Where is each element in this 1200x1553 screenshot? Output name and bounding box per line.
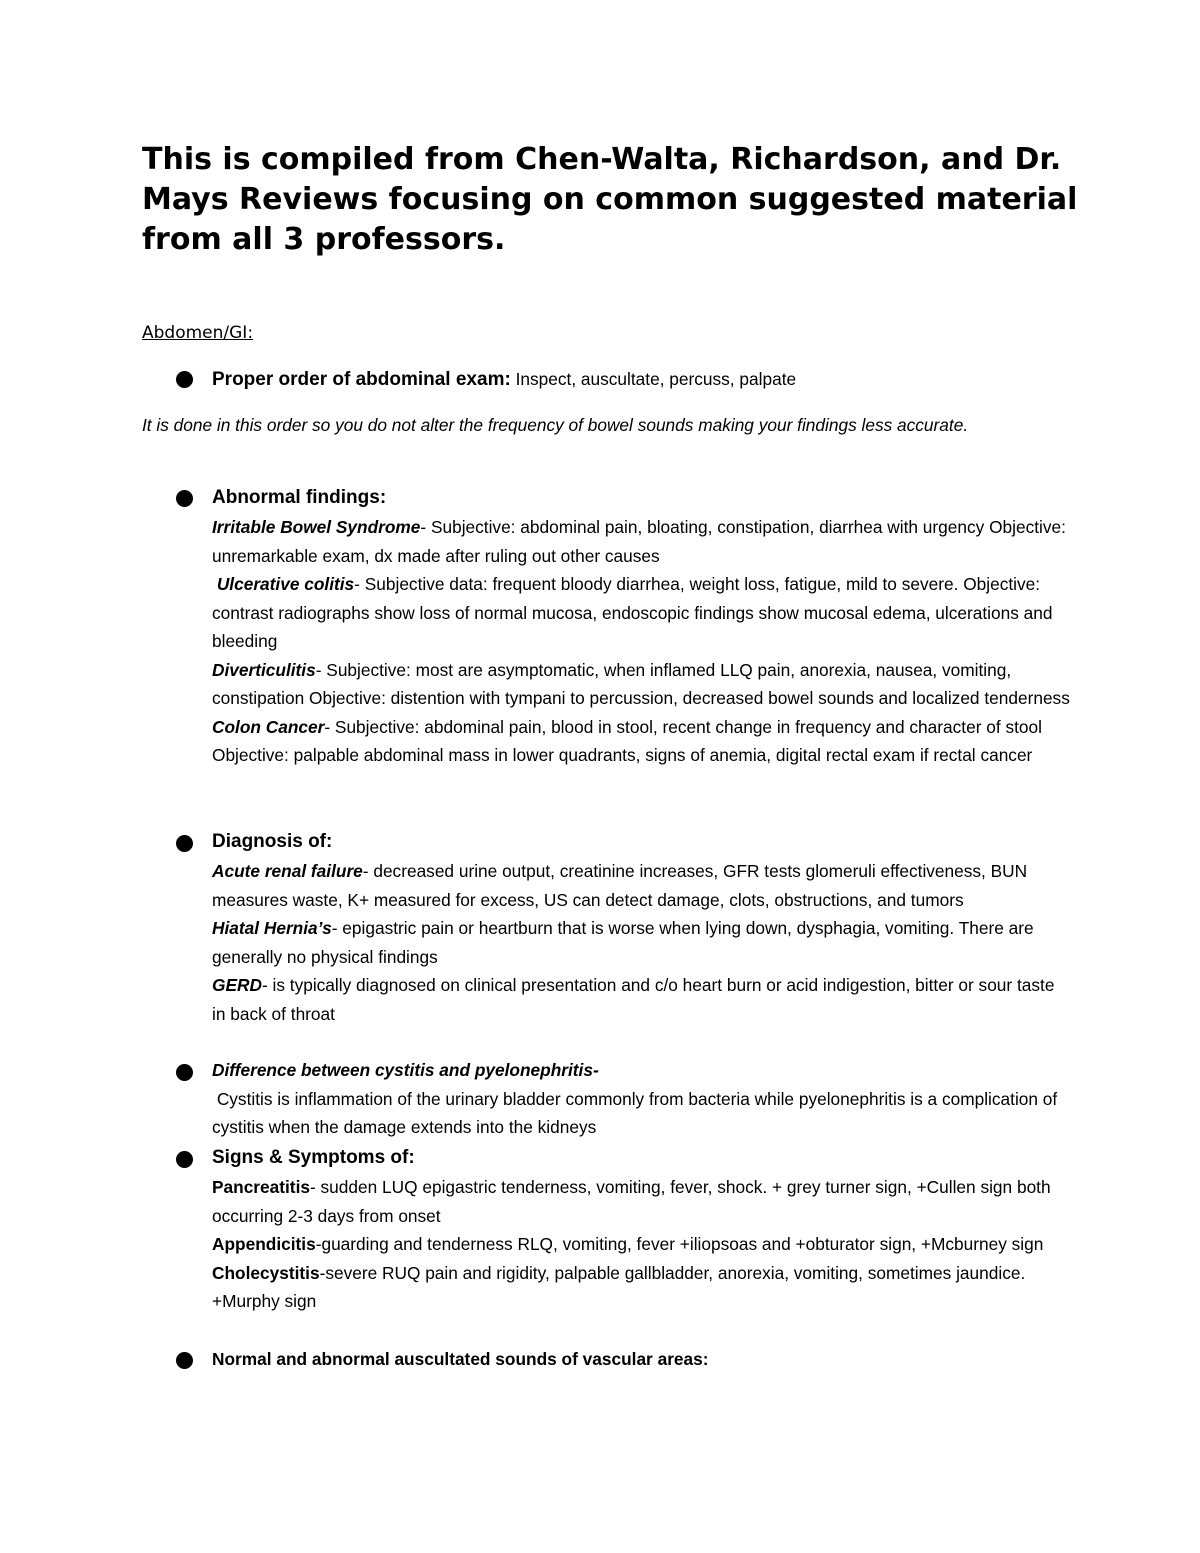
diagnosis-list — [212, 857, 1072, 1028]
term-cholecystitis: Cholecystitis — [212, 1262, 320, 1283]
list-item: Pancreatitis- sudden LUQ epigastric tenderness, vomiting, fever, shock. + grey turner sign, +Cullen sign both occurring 2-3 days from onset — [212, 1177, 1051, 1226]
term-diverticulitis: Diverticulitis — [212, 659, 316, 680]
signs-list — [212, 1173, 1072, 1316]
bullet-icon — [176, 1151, 193, 1168]
abdominal-exam-item — [212, 366, 796, 393]
term-acute-renal-failure: Acute renal failure — [212, 861, 363, 881]
cystitis-text: Cystitis is inflammation of the urinary bladder commonly from bacteria while pyelonephritis is a complication of cystitis when the damage extends into the kidneys — [212, 1088, 1058, 1137]
list-item: Colon Cancer- Subjective: abdominal pain, blood in stool, recent change in frequency and character of stool Objective: palpable abdominal mass in lower quadrants, signs of anemia, digital rectal exam if rectal cancer — [212, 716, 1042, 765]
term-colon-cancer: Colon Cancer — [212, 716, 325, 737]
list-item: Diverticulitis- Subjective: most are asymptomatic, when inflamed LLQ pain, anorexia, nausea, vomiting, constipation Objective: distention with tympani to percussion, decreased bowel sounds and localized tenderness — [212, 659, 1070, 708]
term-appendicitis: Appendicitis — [212, 1234, 316, 1254]
term-hiatal-hernia: Hiatal Hernia’s — [212, 918, 332, 938]
bullet-icon — [176, 1064, 193, 1081]
list-item: Hiatal Hernia’s- epigastric pain or heartburn that is worse when lying down, dysphagia, vomiting. There are generally no physical findings — [212, 918, 1034, 967]
signs-label: Signs & Symptoms of: — [212, 1147, 415, 1168]
abnormal-findings-heading — [212, 485, 386, 511]
list-item: Ulcerative colitis- Subjective data: frequent bloody diarrhea, weight loss, fatigue, mild to severe. Objective: contrast radiographs show loss of normal mucosa, endoscopic findings show mucosal edema, ulcerations and bleeding — [212, 574, 1053, 651]
cystitis-item — [212, 1056, 1072, 1142]
page-title: This is compiled from Chen-Walta, Richardson, and Dr. Mays Reviews focusing on common suggested material from all 3 professors. — [142, 142, 1078, 257]
list-item: Irritable Bowel Syndrome- Subjective: abdominal pain, bloating, constipation, diarrhea with urgency Objective: unremarkable exam, dx made after ruling out other causes — [212, 517, 1066, 566]
vascular-label: Normal and abnormal auscultated sounds of vascular areas: — [212, 1349, 709, 1369]
abnormal-findings-list — [212, 513, 1072, 770]
list-item: GERD- is typically diagnosed on clinical presentation and c/o heart burn or acid indigestion, bitter or sour taste in back of throat — [212, 975, 1055, 1024]
signs-heading — [212, 1145, 415, 1171]
diagnosis-label: Diagnosis of: — [212, 831, 333, 852]
term-ulcerative-colitis: Ulcerative colitis — [216, 574, 355, 594]
cystitis-label: Difference between cystitis and pyelonephritis- — [212, 1060, 599, 1080]
bullet-icon — [176, 490, 193, 507]
bullet-icon — [176, 1352, 193, 1369]
term-gerd: GERD — [212, 975, 262, 995]
list-item: Cholecystitis-severe RUQ pain and rigidity, palpable gallbladder, anorexia, vomiting, sometimes jaundice. +Murphy sign — [212, 1262, 1026, 1311]
abdominal-exam-note: It is done in this order so you do not alter the frequency of bowel sounds making your findings less accurate. — [142, 415, 969, 435]
list-item: Appendicitis-guarding and tenderness RLQ, vomiting, fever +iliopsoas and +obturator sign, +Mcburney sign — [212, 1234, 1044, 1254]
abdominal-exam-text: Inspect, auscultate, percuss, palpate — [510, 369, 797, 389]
section-heading-abdomen: Abdomen/GI: — [142, 323, 254, 343]
list-item: Acute renal failure- decreased urine output, creatinine increases, GFR tests glomeruli effectiveness, BUN measures waste, K+ measured for excess, US can detect damage, clots, obstructions, and tumors — [212, 861, 1028, 910]
bullet-icon — [176, 371, 193, 388]
term-ibs: Irritable Bowel Syndrome — [212, 517, 421, 537]
abnormal-findings-label: Abnormal findings: — [212, 487, 387, 508]
abdominal-exam-label: Proper order of abdominal exam: — [212, 369, 511, 390]
bullet-icon — [176, 835, 193, 852]
diagnosis-heading — [212, 829, 332, 855]
vascular-item — [212, 1345, 1072, 1374]
term-pancreatitis: Pancreatitis — [212, 1177, 310, 1197]
